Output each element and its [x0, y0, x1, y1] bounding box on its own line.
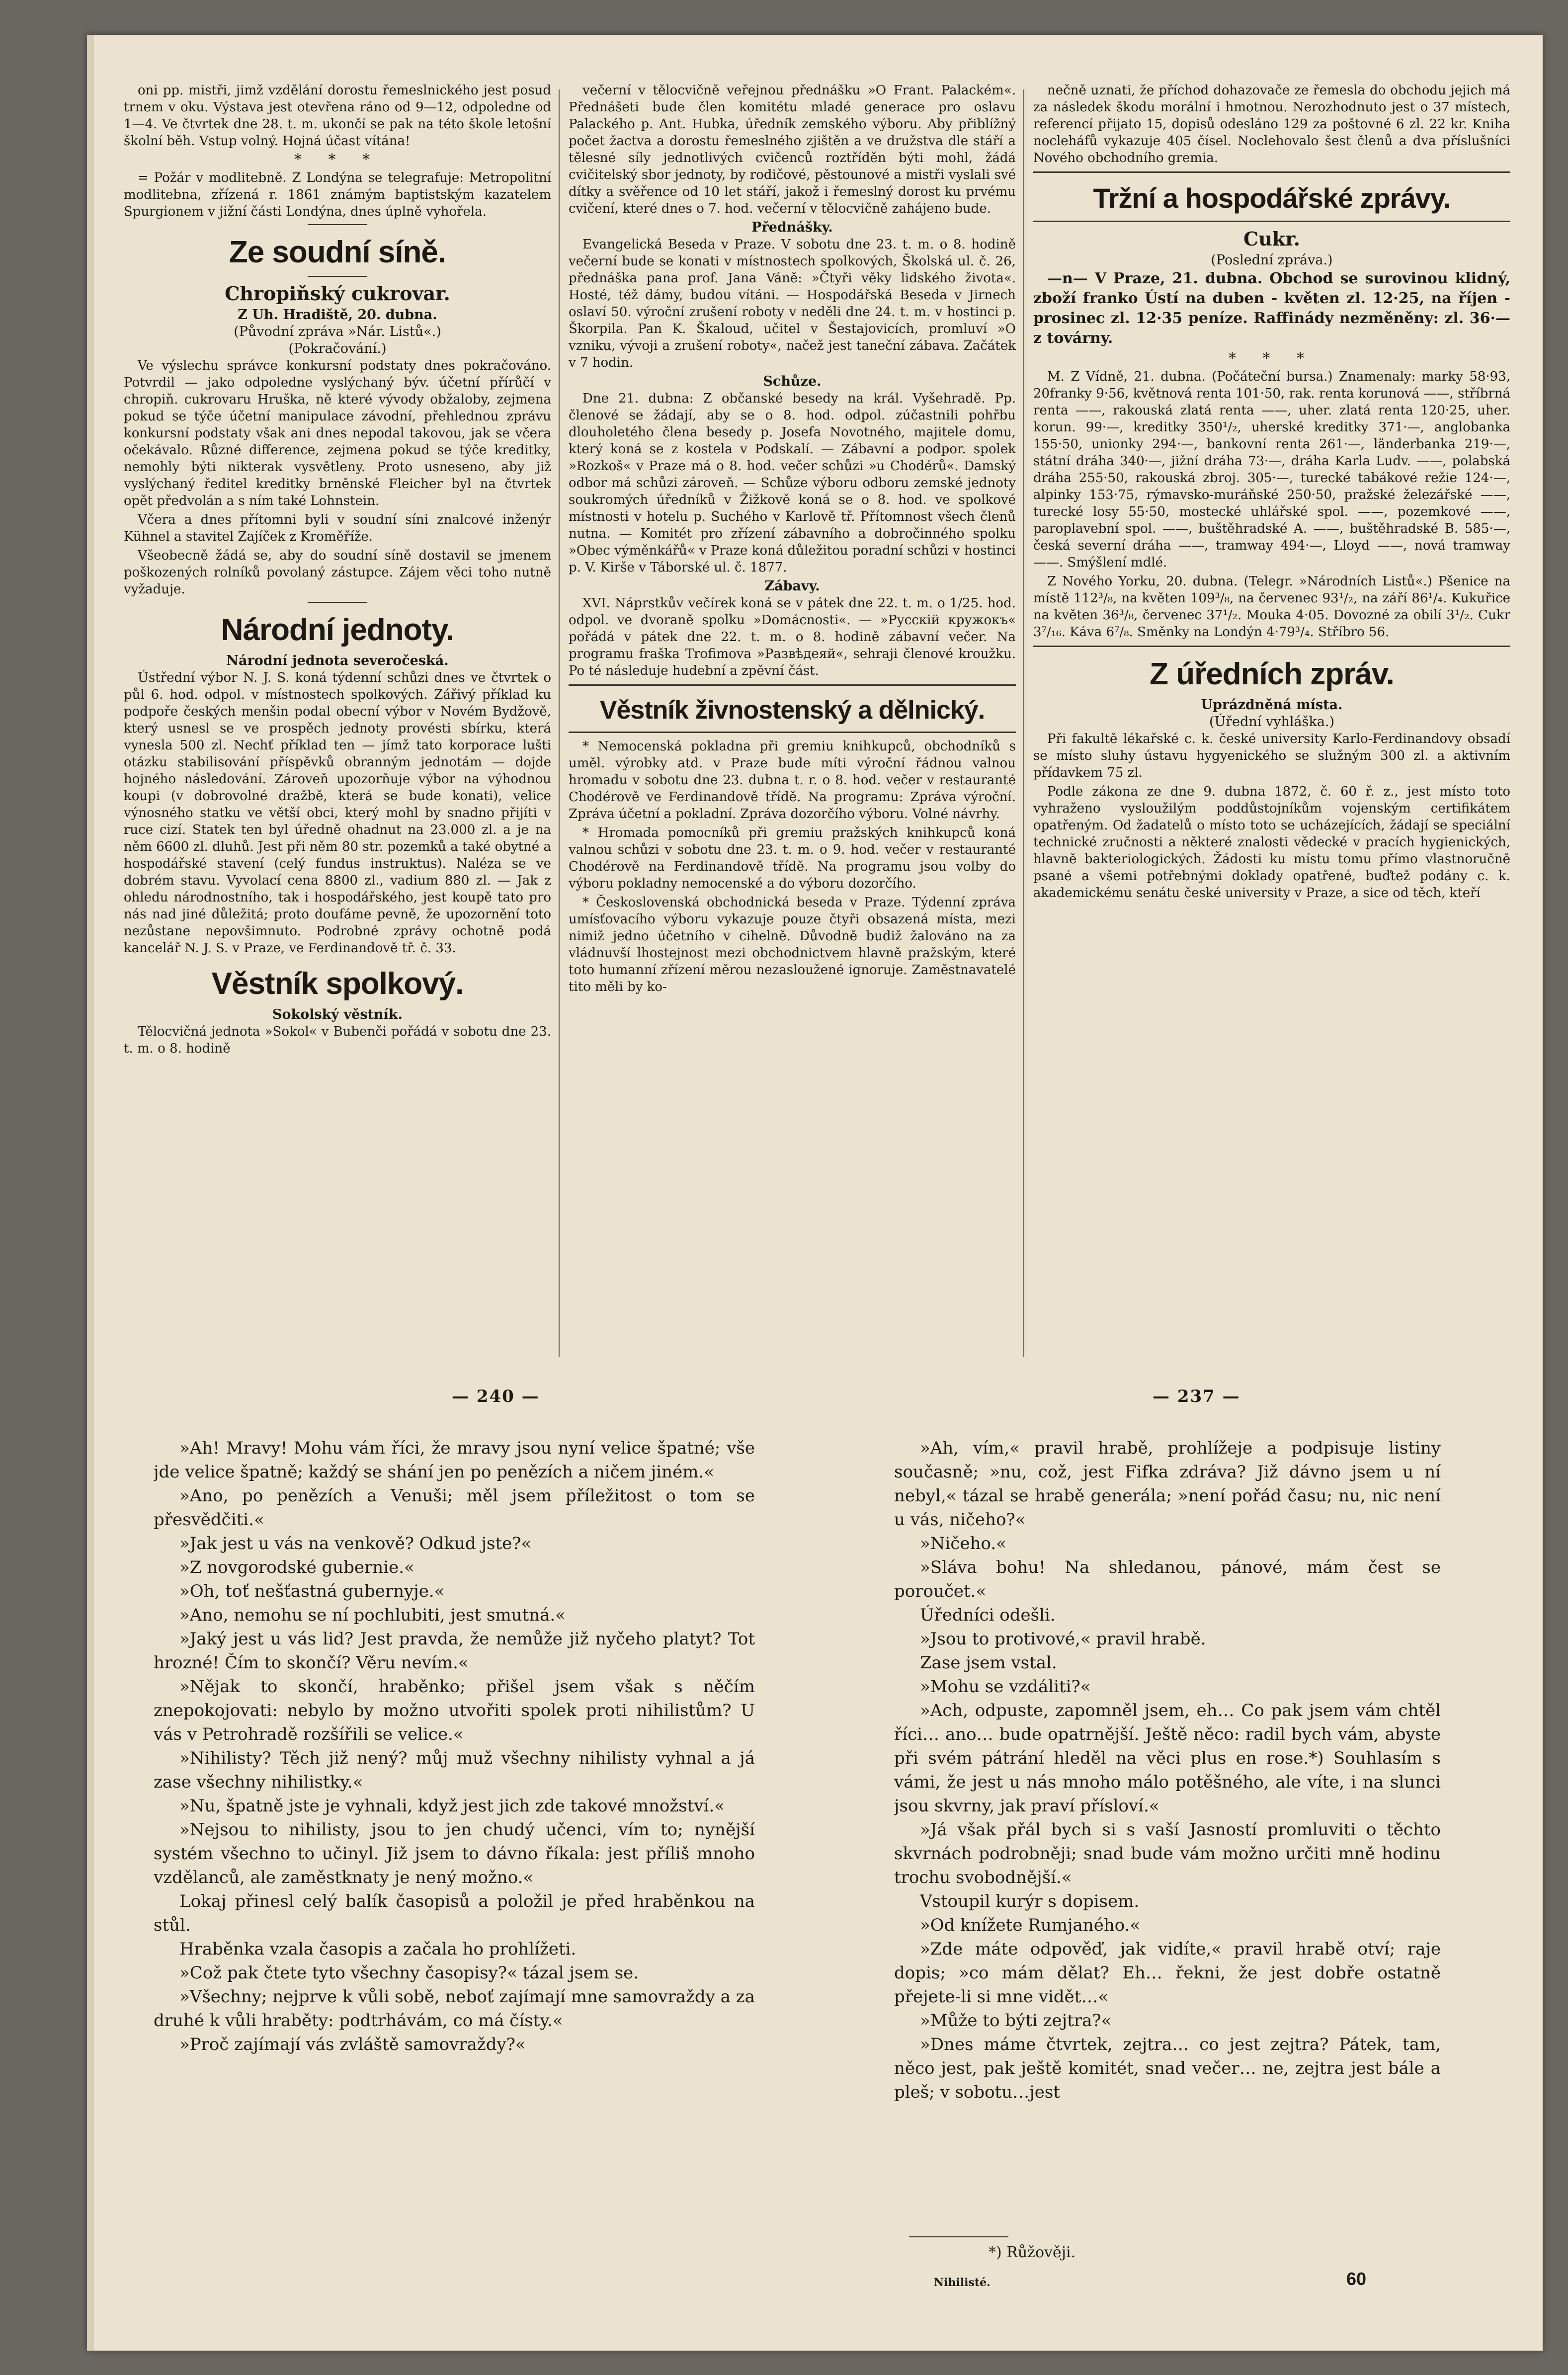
novel-paragraph: Lokaj přinesl celý balík časopisů a položil je před hraběnkou na stůl.	[154, 1891, 755, 1935]
section-heading: Věstník živnostenský a dělnický.	[599, 696, 985, 725]
novel-paragraph: »Jaký jest u vás lid? Jest pravda, že nemůže již nyčeho platyt? Tot hrozné! Čím to skončí? Věru nevím.«	[154, 1629, 755, 1673]
column-1	[124, 82, 551, 1354]
article-text: Evangelická Beseda v Praze. V sobotu dne 23. t. m. o 8. hodině večerní bude se konati v místnostech spolkových, Školská ul. č. 26, přednáška pana prof. Jana Váně: »Čtyři věky lidského života«. Hosté, též dámy, budou vítáni. — Hospodářská Beseda v Jirnech oslaví 50. výroční zrušení roboty v neděli dne 24. t. m. v hostinci p. Škorpila. Pan K. Škaloud, učitel v Šestajovicích, promluví »O vzniku, vývoji a zrušení roboty«, načež jest taneční zábava. Začátek v 7 hodin.	[569, 237, 1016, 370]
novel-paragraph: »Zde máte odpověď, jak vidíte,« pravil hrabě otví; raje dopis; »co mám dělat? Eh… řekni, že jest dobře ostatně přejete-li si mne vidět…«	[894, 1939, 1441, 2007]
article-text: Všeobecně žádá se, aby do soudní síně dostavil se jmenem poškozených rolníků povolaný zástupce. Zájem věci toho nutně vyžaduje.	[124, 548, 551, 597]
article-text: Včera a dnes přítomni byli v soudní síni znalcové inženýr Kühnel a stavitel Zajíček z Kroměříže.	[124, 512, 551, 544]
article-text: Ústřední výbor N. J. S. koná týdenní schůzi dnes ve čtvrtek o půl 6. hod. odpol. v místnostech spolkových. Zářivý příklad ku podpoře českých menšin podal obecní výbor v Novém Bydžově, který usnesl se ve prospěch jednoty provésti sbírku, která vynesla 500 zl. Nechť příklad ten — jímž tato korporace lušti otázku stabilisování příspěvků obranným jednotám — dojde hojného následování. Zároveň upozorňuje výbor na výhodnou koupi (v dobrovolné dražbě, která se bude konati), velice výnosného statku ve větší obci, který mohl by snadno přijíti v ruce cizí. Statek ten byl úředně ohadnut na 23.000 zl. a je na něm 6600 zl. dluhů. Jest při něm 80 str. pozemků a také obytné a hospodářské stavení (celý fundus instruktus). Naléza se ve dobrém stavu. Vyvolací cena 8800 zl., vadium 880 zl. — Jak z ohledu národnostního, tak i hospodářského, jest koupě tato pro nás nad jiné důležitá; proto doufáme pevně, že upozornění toto nezůstane nepovšimnuto. Podrobné zprávy ochotně podá kancelář N. J. S. v Praze, ve Ferdinandově tř. č. 33.	[124, 670, 551, 956]
article-title: Chropiňský cukrovar.	[225, 282, 450, 305]
article-title: Přednášky.	[751, 220, 833, 235]
article-title: Uprázdněná místa.	[1201, 697, 1343, 713]
page-number-right: — 237 —	[1153, 1387, 1240, 1406]
signature-mark: Nihilisté.	[934, 2276, 990, 2289]
section-heading: Ze soudní síně.	[229, 235, 446, 269]
footnote: *) Růžověji.	[989, 2244, 1076, 2261]
column-2	[569, 82, 1016, 1354]
article-text: * Nemocenská pokladna při gremiu knihkupců, obchodníků s uměl. výrobky atd. v Praze bude míti výroční řádnou valnou hromadu v sobotu dne 23. dubna t. r. o 8. hod. večer v restauranté Chodérově ve Ferdinandově třídě. Na programu: Zpráva výroční. Zpráva účetní a pokladní. Zpráva dozorčího výboru. Volné návrhy.	[569, 739, 1016, 821]
novel-page-left	[154, 1436, 755, 2231]
divider	[308, 224, 367, 225]
article-text: Z Nového Yorku, 20. dubna. (Telegr. »Národních Listů«.) Pšenice na místě 112³/₈, na květen 109³/₈, na červenec 93¹/₂, na září 86¹/₄. Kukuřice na květen 36³/₈, červenec 37¹/₂. Mouka 4·05. Dovozné za obilí 3¹/₂. Cukr 3⁷/₁₆. Káva 6⁷/₈. Směnky na Londýn 4·79³/₄. Stříbro 56.	[1033, 574, 1510, 640]
article-text: Podle zákona ze dne 9. dubna 1872, č. 60 ř. z., jest místo toto vyhraženo vysloužilým poddůstojníkům vojenským certifikátem opatřeným. Od žadatelů o místo toto se ucházejících, žádají se speciální technické zručnosti a některé znalosti vědecké v pracích hygienických, hlavně bakteriologických. Žádosti ku místu tomu přímo vlastnoručně psané a všemi potřebnými doklady opatřené, buďtež podány c. k. akademickému senátu české university v Praze, a sice od těch, kteří	[1033, 784, 1510, 901]
divider	[1033, 646, 1510, 647]
divider	[569, 732, 1016, 733]
article-text: * Hromada pomocníků při gremiu pražských knihkupců koná valnou schůzi v sobotu dne 23. t. m. o 9. hod. večer v restauranté Chodérově na Ferdinandově třídě. Na programu jsou volby do výboru pokladny nemocenské a do výboru dozorčího.	[569, 825, 1016, 891]
novel-paragraph: »Dnes máme čtvrtek, zejtra… co jest zejtra? Pátek, tam, něco jest, pak ještě komitét, snad večer… ne, zejtra jest bále a pleš; v sobotu…jest	[894, 2035, 1441, 2102]
article-text: oni pp. mistři, jimž vzdělání dorostu řemeslnického jest posud trnem v oku. Výstava jest otevřena ráno od 9—12, odpoledne od 1—4. Ve čtvrtek dne 28. t. m. ukončí se pak na této škole letošní školní běh. Vstup volný. Hojná účast vítána!	[124, 83, 551, 149]
article-text: * Československá obchodnická beseda v Praze. Týdenní zpráva umísťovacího výboru vykazuje pouze čtyři obsazená místa, mezi nimiž jedno účetního v cihelně. Důvodně budiž žalováno na za vládnuvší lhostejnost mezi obchodnictvem hlavně pražským, které toto humanní zřízení měrou nezasloužené ignoruje. Zaměstnavatelé tito měli by ko-	[569, 895, 1016, 994]
novel-paragraph: »Ach, odpuste, zapomněl jsem, eh… Co pak jsem vám chtěl říci… ano… bude opatrnější. Ještě něco: radil bych vám, abyste při svém pátrání hleděl na věci plus en rose.*) Souhlasím s vámi, že jest u nás mnoho málo potěšného, ale víte, i na slunci jsou skvrny, jak praví přísloví.«	[894, 1701, 1441, 1816]
novel-paragraph: »Sláva bohu! Na shledanou, pánové, mám čest se poroučet.«	[894, 1557, 1441, 1601]
novel-paragraph: »Nejsou to nihilisty, jsou to jen chudý učenci, vím to; nynější systém všechno to učinyl. Již jsem to dávno říkala: jest příliš mnoho vzdělanců, ale zaměstknaty je nený možno.«	[154, 1820, 755, 1887]
divider	[569, 684, 1016, 686]
novel-paragraph: »Oh, toť nešťastná gubernyje.«	[179, 1581, 445, 1601]
article-text: Ve výslechu správce konkursní podstaty dnes pokračováno. Potvrdil — jako odpoledne vyslýchaný býv. účetní přírůčí v chropiň. cukrovaru Hruška, ně které vývody obžaloby, zejmena pokud se týče účetní manipulace závodní, přehlednou zprávu konkursní podstaty však ani dnes nepodal takovou, jak se včera očekávalo. Různé difference, zejmena pokud se týče kreditky, nemohly býti nikterak vysvětleny. Proto usneseno, aby již vyslýchaný ředitel kreditky brněnské Fleicher byl na čtvrtek opět předvolán a s ním také Lohnstein.	[124, 358, 551, 508]
article-text: nečně uznati, že příchod dohazovače ze řemesla do obchodu jejich má za následek škodu morální i hmotnou. Nerozhodnuto jest o 37 místech, referencí přijato 15, dopisů odesláno 129 za poštovné 6 zl. 22 kr. Kniha nocleháfů vykazuje 405 čísel. Noclehovalo šest členů a dva příslušníci Nového obchodního gremia.	[1033, 83, 1510, 165]
article-title: Cukr.	[1243, 228, 1300, 250]
source-note: (Poslední zpráva.)	[1211, 252, 1333, 268]
novel-paragraph: »Ano, nemohu se ní pochlubiti, jest smutná.«	[179, 1605, 566, 1625]
novel-paragraph: »Proč zajímají vás zvláště samovraždy?«	[179, 2035, 526, 2054]
novel-paragraph: »Nihilisty? Těch již nený? můj muž všechny nihilisty vyhnal a já zase všechny nihilistky.«	[154, 1748, 755, 1792]
column-rule	[1023, 89, 1024, 1357]
novel-paragraph: »Může to býti zejtra?«	[920, 2011, 1112, 2031]
section-heading: Z úředních zpráv.	[1150, 657, 1394, 691]
article-text: Při fakultě lékařské c. k. české university Karlo-Ferdinandovy obsadí se místo sluhy ústavu hygyenického se služným 300 zl. a aktivním přídavkem 75 zl.	[1033, 732, 1510, 780]
article-text: M. Z Vídně, 21. dubna. (Počáteční bursa.) Znamenaly: marky 58·93, 20franky 9·56, květnová renta 101·50, rak. renta korunová ——, stříbrná renta ——, rakouská zlatá renta ——, uher. zlatá renta 120·25, uher. korun. 99·—, kreditky 350¹/₂, uherské kreditky 371·—, anglobanka 155·50, unionky 294·—, bankovní renta 261·—, länderbanka 219·—, státní dráha 340·—, jižní dráha 73·—, dráha Karla Ludv. ——, polabská dráha 255·50, rakouská zbroj. 305·—, turecké tabákové režie 124·—, alpinky 153·75, rýmavsko-muráňské 250·50, pražské železářské ——, turecké losy 55·50, mostecké uhlářské spol. ——, pozemkové ——, paroplavební spol. ——, buštěhradské A. ——, buštěhradské B. 585·—, česká severní dráha ——, tramway 494·—, Lloyd ——, nová tramway ——. Smýšlení mdlé.	[1033, 369, 1510, 570]
article-text: XVI. Náprstkův večírek koná se v pátek dne 22. t. m. o 1/25. hod. odpol. ve dvoraně spolku »Domácnosti«. — »Русскій кружокъ« pořádá v pátek dne 22. t. m. o 8. hodině zábavní večer. Na programu fraška Trofimova »Развѣдеяй«, sehraji členové kroužku. Po té následuje hudební a zpěvní část.	[569, 596, 1016, 678]
article-text: Dne 21. dubna: Z občanské besedy na král. Vyšehradě. Pp. členové se žádají, aby se o 8. hod. odpol. zúčastnili pohřbu dlouholetého člena besedy p. Josefa Novotného, majitele domu, který koná se z kostela v Podskalí. — Zábavní a podpor. spolek »Rozkoš« v Praze má o 8. hod. večer schůzi »u Chodérů«. Damský odbor má schůzi zároveň. — Schůze výboru odboru zemské jednoty soukromých úředníků v Žižkově koná se o 8. hod. ve spolkové místnosti v hotelu p. Suchého v Karlově tř. Přítomnost všech členů nutna. — Komitét pro zřízení zábavního a dobročinného spolku »Obec výměnkářů« v Praze koná důležitou poradní schůzi v hostinci p. V. Kirše v Táborské ul. č. 1877.	[569, 391, 1016, 575]
sheet-number: 60	[1346, 2269, 1367, 2289]
novel-paragraph: »Od knížete Rumjaného.«	[920, 1915, 1141, 1935]
novel-paragraph: »Jsou to protivové,« pravil hrabě.	[920, 1629, 1206, 1649]
column-rule	[559, 89, 560, 1357]
divider	[308, 276, 367, 277]
page-number-left: — 240 —	[452, 1387, 540, 1406]
novel-paragraph: Úředníci odešli.	[920, 1605, 1056, 1625]
novel-paragraph: »Jak jest u vás na venkově? Odkud jste?«	[179, 1534, 532, 1554]
article-text: —n— V Praze, 21. dubna. Obchod se surovinou klidný, zboží franko Ústí na duben - květen zl. 12·25, na říjen - prosinec zl. 12·35 peníze. Raffinády nezměněny: zl. 36·— z továrny.	[1033, 270, 1510, 347]
divider	[1033, 221, 1510, 222]
separator-stars: * * *	[294, 151, 381, 168]
divider	[1033, 171, 1510, 173]
article-text: Tělocvičná jednota »Sokol« v Bubenči pořádá v sobotu dne 23. t. m. o 8. hodině	[124, 1024, 551, 1056]
separator-stars: * * *	[1228, 350, 1316, 367]
column-3	[1033, 82, 1510, 1354]
article-title: Národní jednota severočeská.	[226, 653, 449, 668]
novel-paragraph: »Já však přál bych si s vaší Jasností promluviti o těchto skvrnách podrobněji; snad bude vám možno určiti mně hodinu trochu svobodnější.«	[894, 1820, 1441, 1887]
sheet-edge	[87, 35, 92, 1228]
novel-paragraph: »Nu, špatně jste je vyhnali, když jest jich zde takové množství.«	[179, 1796, 725, 1816]
footnote-rule	[909, 2236, 1008, 2237]
novel-paragraph: Zase jsem vstal.	[920, 1653, 1057, 1673]
article-text: = Požár v modlitebně. Z Londýna se telegrafuje: Metropolitní modlitebna, zřízená r. 1861 známým baptistským kazatelem Spurgionem v jižní části Londýna, dnes úplně vyhořela.	[124, 170, 551, 219]
novel-paragraph: »Ničeho.«	[920, 1534, 1006, 1554]
novel-paragraph: »Mohu se vzdáliti?«	[920, 1677, 1091, 1697]
novel-page-right	[894, 1436, 1441, 2231]
novel-paragraph: »Ah! Mravy! Mohu vám říci, že mravy jsou nyní velice špatné; vše jde velice špatně; každý se shání jen po penězích a ničem jiném.«	[154, 1438, 755, 1482]
section-heading: Národní jednoty.	[221, 613, 454, 647]
novel-paragraph: »Ah, vím,« pravil hrabě, prohlížeje a podpisuje listiny současně; »nu, což, jest Fifka zdráva? Již dávno jsem u ní nebyl,« tázal se hrabě generála; »není pořád času; nu, nic není u vás, ničeho?«	[894, 1438, 1441, 1530]
novel-paragraph: »Z novgorodské gubernie.«	[179, 1557, 414, 1577]
novel-paragraph: Vstoupil kurýr s dopisem.	[920, 1891, 1140, 1911]
section-heading: Tržní a hospodářské zprávy.	[1093, 182, 1451, 214]
source-note: (Původní zpráva »Nár. Listů«.)	[234, 324, 441, 339]
source-note: (Úřední vyhláška.)	[1209, 714, 1335, 730]
dateline: Z Uh. Hradiště, 20. dubna.	[238, 307, 437, 323]
continuation-note: (Pokračování.)	[288, 341, 387, 356]
section-heading: Věstník spolkový.	[211, 967, 464, 1001]
divider	[308, 602, 367, 603]
newspaper-sheet	[87, 35, 1543, 2351]
novel-paragraph: »Ano, po penězích a Venuši; měl jsem příležitost o tom se přesvědčiti.«	[154, 1486, 755, 1530]
novel-paragraph: »Všechny; nejprve k vůli sobě, neboť zajímají mne samovraždy a za druhé k vůli hraběty: podtrhávám, co má čísty.«	[154, 1987, 755, 2031]
novel-paragraph: »Což pak čtete tyto všechny časopisy?« tázal jsem se.	[179, 1963, 639, 1983]
novel-paragraph: Hraběnka vzala časopis a začala ho prohlížeti.	[179, 1939, 577, 1959]
article-title: Schůze.	[763, 374, 822, 389]
article-title: Zábavy.	[764, 578, 820, 594]
article-title: Sokolský věstník.	[272, 1007, 403, 1022]
article-text: večerní v tělocvičně veřejnou přednášku »O Frant. Palackém«. Přednášeti bude člen komitétu mladé generace pro oslavu Palackého p. Ant. Hubka, úředník zemského výboru. Aby přiblížný počet žactva a dorostu řemeslného zjištěn a ve družstva dle stáří a tělesné síly jednotlivých cvičenců roztříděn býti mohl, žádá cvičitelský sbor jednoty, by rodičové, pěstounové a mistři vyslali své dítky a svěřence od 10 let stáří, jakož i řemeslný dorost ku prvému cvičení, které dnes o 7. hod. večerní v tělocvičně zahájeno bude.	[569, 83, 1016, 216]
novel-paragraph: »Nějak to skončí, hraběnko; přišel jsem však s něčím znepokojovati: nebylo by možno utvořiti spolek proti nihilistům? U vás v Petrohradě rozšířili se velice.«	[154, 1677, 755, 1744]
